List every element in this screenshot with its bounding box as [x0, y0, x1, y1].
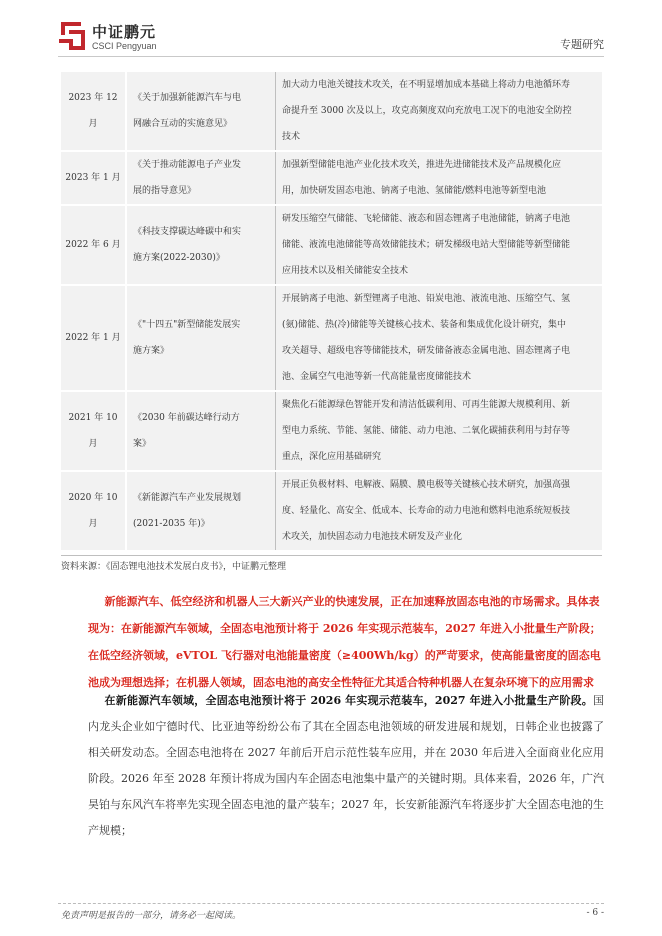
footer-divider: [58, 903, 604, 904]
body-paragraph-lead: 在新能源汽车领域，全固态电池预计将于 2026 年实现示范装车，2027 年进入小批量生产阶段。: [104, 694, 593, 707]
policy-name-cell: 《关于推动能源电子产业发 展的指导意见》: [126, 151, 276, 205]
policy-content-cell: 开展正负极材料、电解液、隔膜、膜电极等关键核心技术研究，加强高强 度、轻量化、高安全、低成本、长寿命的动力电池和燃料电池系统短板技 术攻关，加快固态动力电池技术研发及产业化: [276, 471, 603, 551]
report-type-label: 专题研究: [560, 38, 604, 51]
policy-content-cell: 聚焦化石能源绿色智能开发和清洁低碳利用、可再生能源大规模利用、新 型电力系统、节能、氢能、储能、动力电池、二氧化碳捕获利用与封存等 重点，深化应用基础研究: [276, 391, 603, 471]
company-name-cn: 中证鹏元: [92, 23, 157, 41]
table-row: [61, 471, 602, 551]
body-paragraph: [88, 688, 604, 844]
policy-date-cell: 2021 年 10 月: [61, 391, 126, 471]
company-logo-icon: [58, 21, 88, 51]
highlight-paragraph: 新能源汽车、低空经济和机器人三大新兴产业的快速发展，正在加速释放固态电池的市场需求。具体表现为：在新能源汽车领域，全固态电池预计将于 2026 年实现示范装车，2027 年进入小批量生产阶段；在低空经济领域，eVTOL 飞行器对电池能量密度（≥400Wh/kg）的严苛要求，使高能量密度的固态电池成为理想选择；在机器人领域，固态电池的高安全性特征尤其适合特种机器人在复杂环境下的应用需求: [88, 595, 601, 689]
policy-name-cell: 《科技支撑碳达峰碳中和实 施方案(2022-2030)》: [126, 205, 276, 285]
policy-name-cell: 《2030 年前碳达峰行动方 案》: [126, 391, 276, 471]
policy-content-cell: 研发压缩空气储能、飞轮储能、液态和固态锂离子电池储能，钠离子电池 储能、液流电池储能等高效储能技术；研发梯级电站大型储能等新型储能 应用技术以及相关储能安全技术: [276, 205, 603, 285]
policy-date-cell: 2022 年 1 月: [61, 285, 126, 391]
policy-name-cell: 《"十四五"新型储能发展实 施方案》: [126, 285, 276, 391]
policy-name-cell: 《新能源汽车产业发展规划 (2021-2035 年)》: [126, 471, 276, 551]
table-row: [61, 151, 602, 205]
table-row: [61, 391, 602, 471]
table-row: [61, 72, 602, 151]
page-number: - 6 -: [586, 908, 604, 918]
header-divider: [58, 56, 604, 57]
policy-date-cell: 2023 年 12 月: [61, 72, 126, 151]
company-name-en: CSCI Pengyuan: [92, 41, 157, 51]
body-paragraph-rest: 国内龙头企业如宁德时代、比亚迪等纷纷公布了其在全固态电池领域的研发进展和规划，日韩企业也披露了相关研发动态。全固态电池将在 2027 年前后开启示范性装车应用，并在 2030 年后进入全面商业化应用阶段。2026 年至 2028 年预计将成为国内车企固态电池集中量产的关键时期。具体来看，2026 年，广汽昊铂与东风汽车将率先实现全固态电池的量产装车；2027 年，长安新能源汽车将逐步扩大全固态电池的生产规模；: [88, 694, 604, 837]
policy-date-cell: 2023 年 1 月: [61, 151, 126, 205]
table-row: [61, 205, 602, 285]
footer-disclaimer: 免责声明是报告的一部分，请务必一起阅读。: [61, 911, 242, 921]
policy-content-cell: 加大动力电池关键技术攻关，在不明显增加成本基础上将动力电池循环寿 命提升至 3000 次及以上，攻克高频度双向充放电工况下的电池安全防控 技术: [276, 72, 603, 151]
table-source-note: 资料来源：《固态锂电池技术发展白皮书》，中证鹏元整理: [61, 555, 602, 572]
policy-table: [61, 72, 602, 552]
page-header: [0, 0, 662, 56]
policy-name-cell: 《关于加强新能源汽车与电 网融合互动的实施意见》: [126, 72, 276, 151]
table-row: [61, 285, 602, 391]
policy-content-cell: 加强新型储能电池产业化技术攻关，推进先进储能技术及产品规模化应 用，加快研发固态电池、钠离子电池、氢储能/燃料电池等新型电池: [276, 151, 603, 205]
policy-content-cell: 开展钠离子电池、新型锂离子电池、铅炭电池、液流电池、压缩空气、氢 (氨)储能、热(冷)储能等关键核心技术、装备和集成优化设计研究，集中 攻关超导、超级电容等储能技术，研发储备液态金属电池、固态锂离子电 池、金属空气电池等新一代高能量密度储能技术: [276, 285, 603, 391]
policy-date-cell: 2022 年 6 月: [61, 205, 126, 285]
policy-date-cell: 2020 年 10 月: [61, 471, 126, 551]
